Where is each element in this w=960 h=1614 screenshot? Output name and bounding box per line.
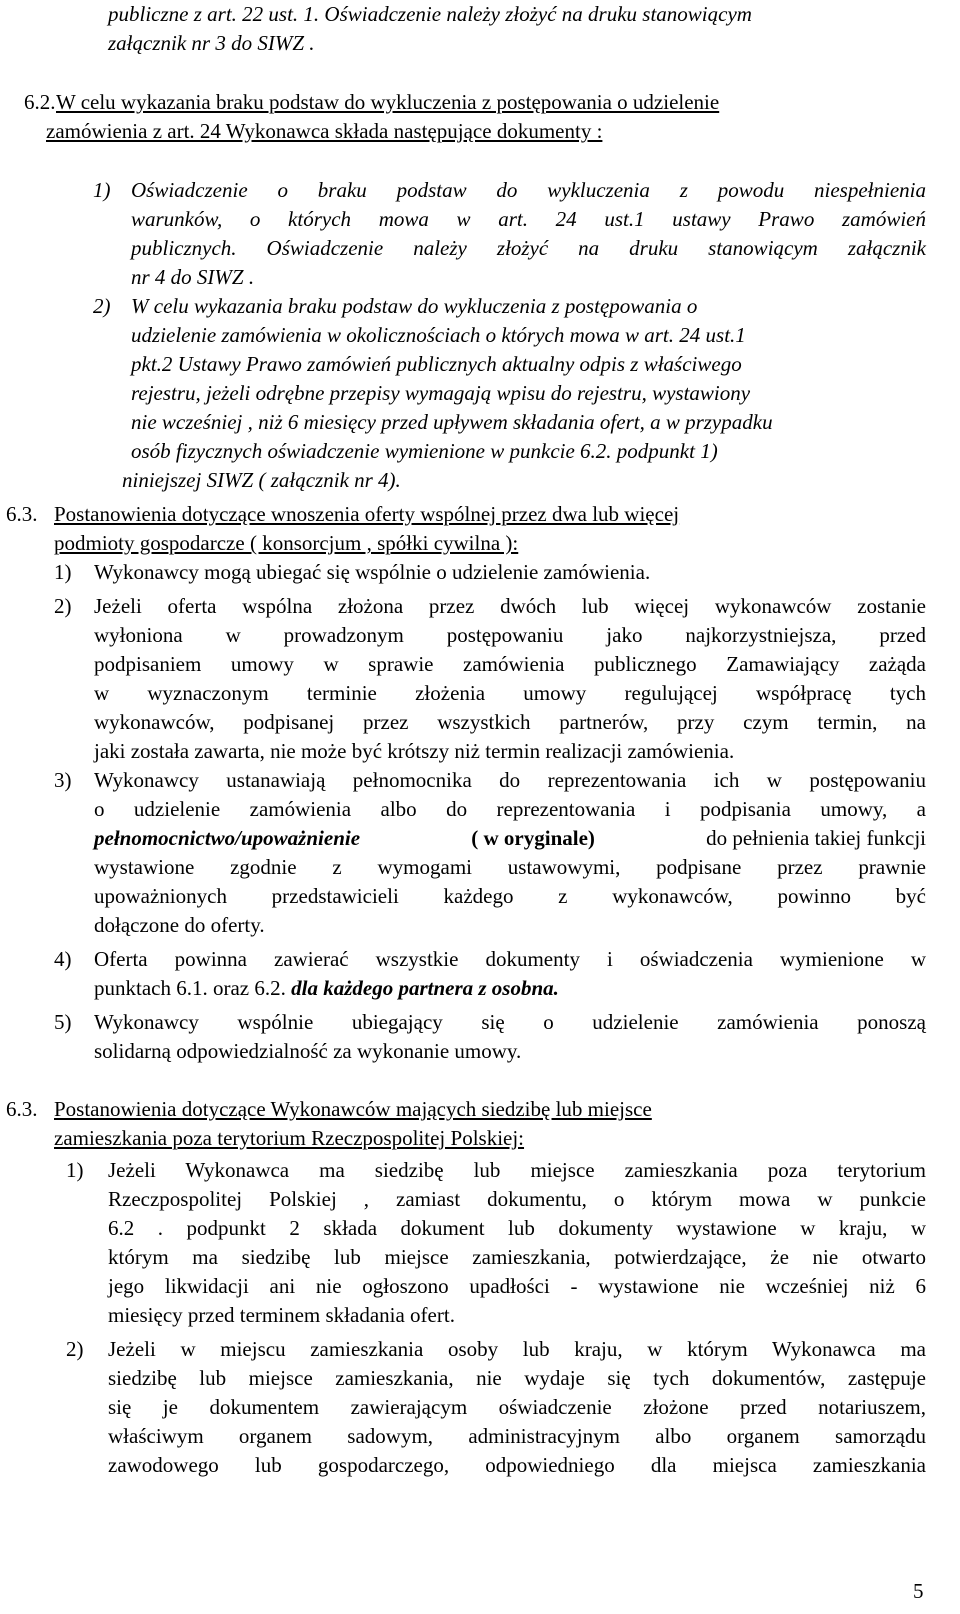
list-number: 2) — [93, 294, 111, 318]
emphasis-text: ( w oryginale) — [471, 826, 595, 850]
list-number: 2) — [66, 1337, 84, 1361]
text-line: dołączone do oferty. — [94, 913, 265, 937]
text-line: nr 4 do SIWZ . — [131, 265, 255, 289]
text-line: Oferta powinna zawierać wszystkie dokumenty i oświadczenia wymienione w — [94, 947, 926, 971]
page-number: 5 — [913, 1579, 924, 1603]
text-line: zawodowego lub gospodarczego, odpowiedniego dla miejsca zamieszkania — [108, 1453, 926, 1477]
text-line: w wyznaczonym terminie złożenia umowy regulującej współpracę tych — [94, 681, 926, 705]
text-line: osób fizycznych oświadczenie wymienione w punkcie 6.2. podpunkt 1) — [131, 439, 718, 463]
section-number: 6.3. — [6, 1097, 38, 1121]
text-line: rejestru, jeżeli odrębne przepisy wymagają wpisu do rejestru, wystawiony — [131, 381, 751, 405]
text-line: udzielenie zamówienia w okolicznościach o których mowa w art. 24 ust.1 — [131, 323, 746, 347]
list-number: 3) — [54, 768, 72, 792]
text-line: się je dokumentem zawierającym oświadczenie złożone przed notariuszem, — [108, 1395, 926, 1419]
text-line: niniejszej SIWZ ( załącznik nr 4). — [122, 468, 401, 492]
text-line: jego likwidacji ani nie ogłoszono upadłości - wystawione nie wcześniej niż 6 — [108, 1274, 926, 1298]
text-line: 6.2 . podpunkt 2 składa dokument lub dokumenty wystawione w kraju, w — [108, 1216, 926, 1240]
text-fragment: punktach 6.1. oraz 6.2. — [94, 976, 286, 1000]
section-heading: zamówienia z art. 24 Wykonawca składa następujące dokumenty : — [46, 119, 603, 143]
text-line: wystawione zgodnie z wymogami ustawowymi, podpisane przez prawnie — [94, 855, 926, 879]
text-line: siedzibę lub miejsce zamieszkania, nie wydaje się tych dokumentów, zastępuje — [108, 1366, 926, 1390]
text-line: wykonawców, podpisanej przez wszystkich partnerów, przy czym termin, na — [94, 710, 926, 734]
text-line: nie wcześniej , niż 6 miesięcy przed upływem składania ofert, a w przypadku — [131, 410, 773, 434]
text-line: Rzeczpospolitej Polskiej , zamiast dokumentu, o którym mowa w punkcie — [108, 1187, 926, 1211]
emphasis-text: dla każdego partnera z osobna. — [291, 976, 559, 1000]
list-number: 5) — [54, 1010, 72, 1034]
text-line: pkt.2 Ustawy Prawo zamówień publicznych aktualny odpis z właściwego — [131, 352, 742, 376]
section-heading: W celu wykazania braku podstaw do wykluczenia z postępowania o udzielenie — [56, 90, 720, 114]
text-line: Wykonawcy mogą ubiegać się wspólnie o udzielenie zamówienia. — [94, 560, 651, 584]
text-line: załącznik nr 3 do SIWZ . — [108, 31, 315, 55]
emphasis-text: pełnomocnictwo/upoważnienie — [94, 826, 361, 850]
section-number: 6.3. — [6, 502, 38, 526]
text-line: publiczne z art. 22 ust. 1. Oświadczenie należy złożyć na druku stanowiącym — [108, 2, 752, 26]
text-line: publicznych. Oświadczenie należy złożyć na druku stanowiącym załącznik — [131, 236, 926, 260]
text-line: Wykonawcy wspólnie ubiegający się o udzielenie zamówienia ponoszą — [94, 1010, 926, 1034]
list-number: 1) — [54, 560, 72, 584]
section-heading: Postanowienia dotyczące Wykonawców mających siedzibę lub miejsce — [54, 1097, 652, 1121]
text-line: warunków, o których mowa w art. 24 ust.1 ustawy Prawo zamówień — [131, 207, 926, 231]
list-number: 1) — [66, 1158, 84, 1182]
list-number: 1) — [93, 178, 111, 202]
text-line: wyłoniona w prowadzonym postępowaniu jako najkorzystniejsza, przed — [94, 623, 926, 647]
section-heading: Postanowienia dotyczące wnoszenia oferty wspólnej przez dwa lub więcej — [54, 502, 680, 526]
list-number: 2) — [54, 594, 72, 618]
text-line: jaki została zawarta, nie może być krótszy niż termin realizacji zamówienia. — [94, 739, 735, 763]
text-line: Jeżeli Wykonawca ma siedzibę lub miejsce zamieszkania poza terytorium — [108, 1158, 926, 1182]
text-line — [94, 824, 926, 853]
text-line: solidarną odpowiedzialność za wykonanie umowy. — [94, 1039, 522, 1063]
text-line: właściwym organem sadowym, administracyjnym albo organem samorządu — [108, 1424, 926, 1448]
text-line: Jeżeli oferta wspólna złożona przez dwóch lub więcej wykonawców zostanie — [94, 594, 926, 618]
section-number: 6.2. — [24, 90, 56, 114]
text-line — [94, 974, 559, 1003]
list-number: 4) — [54, 947, 72, 971]
text-line: o udzielenie zamówienia albo do reprezentowania i podpisania umowy, a — [94, 797, 926, 821]
text-fragment: do pełnienia takiej funkcji — [706, 826, 926, 850]
section-heading: zamieszkania poza terytorium Rzeczpospolitej Polskiej: — [54, 1126, 525, 1150]
text-line: miesięcy przed terminem składania ofert. — [108, 1303, 455, 1327]
text-line: którym ma siedzibę lub miejsce zamieszkania, potwierdzające, że nie otwarto — [108, 1245, 926, 1269]
text-line: Jeżeli w miejscu zamieszkania osoby lub kraju, w którym Wykonawca ma — [108, 1337, 926, 1361]
section-heading: podmioty gospodarcze ( konsorcjum , spółki cywilna ): — [54, 531, 519, 555]
text-line: podpisaniem umowy w sprawie zamówienia publicznego Zamawiający zażąda — [94, 652, 926, 676]
text-line: W celu wykazania braku podstaw do wykluczenia z postępowania o — [131, 294, 698, 318]
text-line: upoważnionych przedstawicieli każdego z wykonawców, powinno być — [94, 884, 926, 908]
text-line: Oświadczenie o braku podstaw do wykluczenia z powodu niespełnienia — [131, 178, 926, 202]
text-line: Wykonawcy ustanawiają pełnomocnika do reprezentowania ich w postępowaniu — [94, 768, 926, 792]
